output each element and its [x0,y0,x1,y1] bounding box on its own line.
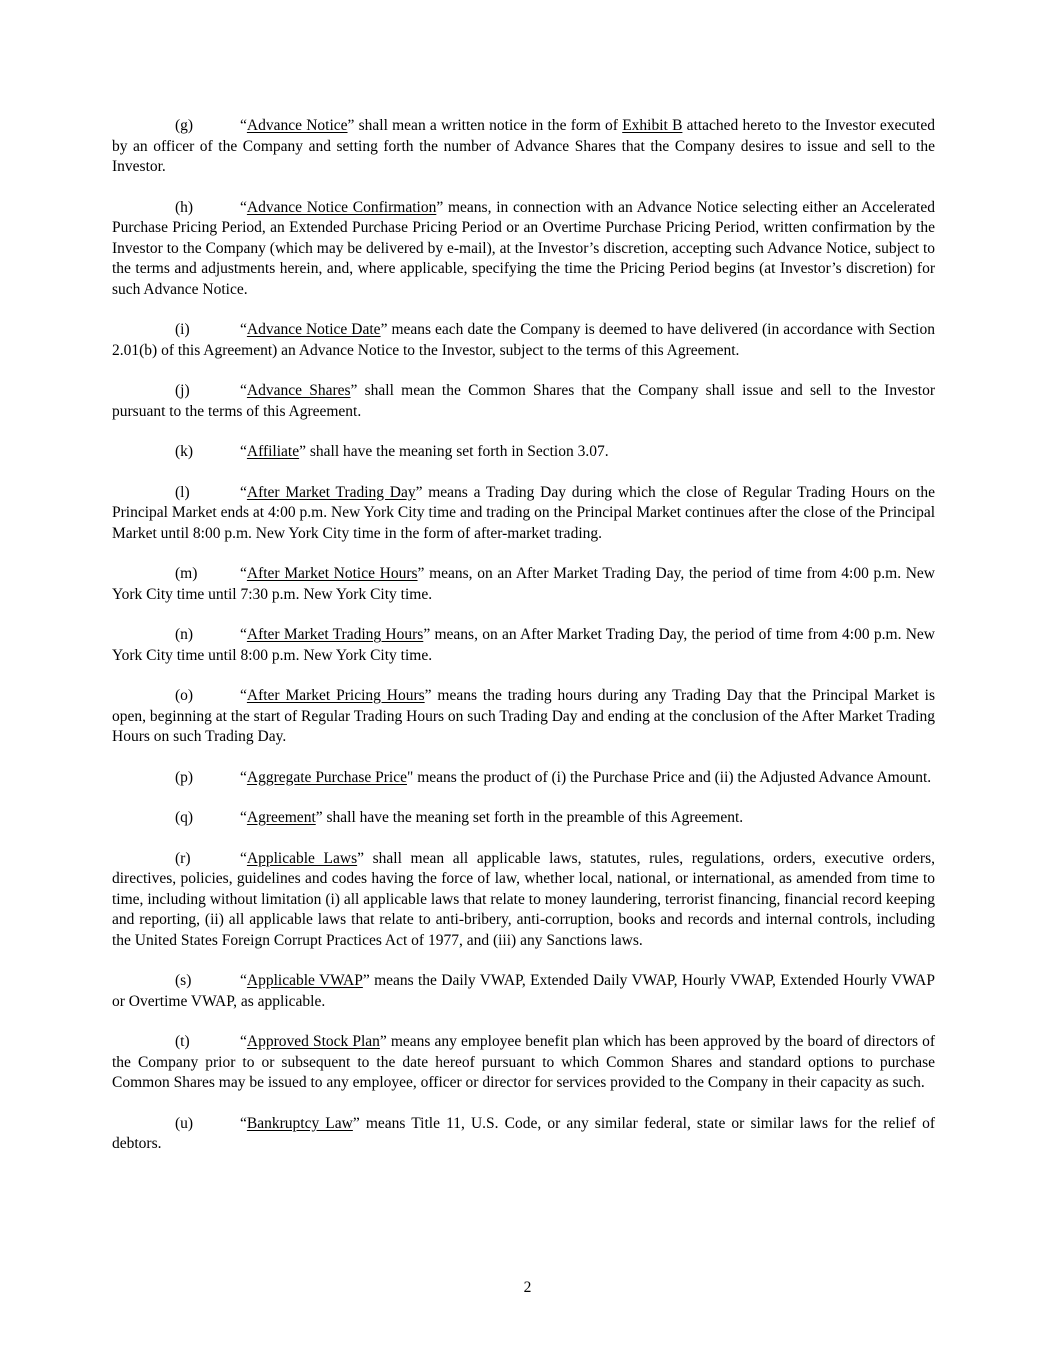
defined-term: Applicable Laws [246,849,358,867]
definition-letter: (t) [175,1033,190,1050]
defined-term: Advance Notice Confirmation [246,198,437,216]
definition-text: ” means a Trading Day during which the close of Regular Trading Hours on the Principal Market ends at 4:00 p.m. New York City time and trading on the Principal Market continues after the close of the Principal Market until 8:00 p.m. New York City time in the form of after-market trading. [112,483,935,542]
definition-paragraph [112,849,935,952]
definition-paragraph [112,808,935,829]
definition-text: ” means each date the Company is deemed to have delivered (in accordance with Section 2.01(b) of this Agreement) an Advance Notice to the Investor, subject to the terms of this Agreement. [112,321,935,359]
definition-paragraph [112,116,935,178]
definition-text: “ [240,565,247,582]
definition-paragraph [112,564,935,605]
definition-text: “ [240,382,247,399]
definition-text: " means the product of (i) the Purchase Price and (ii) the Adjusted Advance Amount. [407,768,932,786]
definition-paragraph [112,768,935,789]
definition-text: ” means the trading hours during any Trading Day that the Principal Market is open, beginning at the start of Regular Trading Hours on such Trading Day and ending at the conclusion of the After Market Trading Hours on such Trading Day. [112,687,935,745]
definition-paragraph [112,320,935,361]
defined-term: After Market Trading Hours [246,626,424,643]
definition-letter: (m) [175,565,198,582]
definition-text: ” shall have the meaning set forth in Section 3.07. [299,443,609,460]
definition-text: ” means the Daily VWAP, Extended Daily VWAP, Hourly VWAP, Extended Hourly VWAP or Overtime VWAP, as applicable. [112,972,935,1010]
definition-paragraph [112,198,935,301]
defined-term: Agreement [246,809,316,826]
definition-letter: (o) [175,687,194,704]
defined-term: Advance Notice [246,117,348,134]
defined-term: After Market Pricing Hours [246,687,425,704]
definition-text: “ [240,117,247,134]
definition-text: “ [240,483,247,501]
definition-text: “ [240,1114,247,1132]
definition-paragraph [112,971,935,1012]
definition-paragraph [112,1114,935,1155]
definition-text: “ [240,443,247,460]
definition-letter: (q) [175,809,194,826]
definition-text: attached hereto to the Investor executed by an officer of the Company and setting forth the number of Advance Shares that the Company desires to issue and sell to the Investor. [112,117,935,175]
definition-letter: (s) [175,972,192,989]
definition-text: ” means any employee benefit plan which has been approved by the board of directors of the Company prior to or subsequent to the date hereof pursuant to which Common Shares and standard options to purchase Common Shares may be issued to any employee, officer or director for services provided to the Company in their capacity as such. [112,1033,936,1091]
definition-letter: (k) [175,443,194,460]
definition-text: “ [240,972,247,989]
definition-text: ” shall have the meaning set forth in the preamble of this Agreement. [315,809,744,826]
definition-text: “ [240,321,247,338]
definition-letter: (g) [175,117,194,134]
definition-text: ” means Title 11, U.S. Code, or any similar federal, state or similar laws for the relief of debtors. [112,1114,935,1152]
defined-term: Aggregate Purchase Price [246,768,407,786]
defined-term: After Market Notice Hours [246,565,418,582]
definition-text: “ [240,1033,247,1050]
definition-letter: (n) [175,626,194,643]
definition-letter: (j) [175,382,190,399]
definition-paragraph [112,442,935,463]
page-number: 2 [523,1279,532,1296]
definition-text: “ [240,768,247,786]
defined-term: Exhibit B [622,117,683,134]
defined-term: After Market Trading Day [246,483,416,501]
definition-paragraph [112,686,935,748]
defined-term: Approved Stock Plan [246,1033,380,1050]
definition-text: “ [240,626,247,643]
definition-text: ” means, on an After Market Trading Day, the period of time from 4:00 p.m. New York City time until 7:30 p.m. New York City time. [112,565,935,603]
definition-letter: (p) [175,768,194,786]
definition-text: “ [240,687,247,704]
definition-paragraph [112,1032,935,1094]
definition-text: “ [240,198,247,216]
definition-text: ” means, on an After Market Trading Day, the period of time from 4:00 p.m. New York City time until 8:00 p.m. New York City time. [112,626,935,664]
definition-letter: (i) [175,321,190,338]
defined-term: Affiliate [246,443,300,460]
definition-paragraph [112,381,935,422]
defined-term: Advance Notice Date [246,321,381,338]
definition-paragraph [112,625,935,666]
defined-term: Bankruptcy Law [246,1114,353,1132]
definition-letter: (u) [175,1114,194,1132]
definition-letter: (l) [175,483,190,501]
definition-text: ” shall mean a written notice in the form of [347,117,623,134]
definition-text: “ [240,849,247,867]
defined-term: Advance Shares [246,382,351,399]
definition-letter: (r) [175,849,191,867]
defined-term: Applicable VWAP [246,972,363,989]
definition-text: “ [240,809,247,826]
definition-text: ” shall mean the Common Shares that the Company shall issue and sell to the Investor pursuant to the terms of this Agreement. [112,382,935,420]
definition-text: ” means, in connection with an Advance Notice selecting either an Accelerated Purchase Pricing Period, an Extended Purchase Pricing Period or an Overtime Purchase Pricing Period, written confirmation by the Investor to the Company (which may be delivered by e-mail), at the Investor’s discretion, accepting such Advance Notice, subject to the terms and adjustments herein, and, where applicable, specifying the time the Pricing Period begins (at Investor’s discretion) for such Advance Notice. [112,198,935,298]
definition-paragraph [112,483,935,545]
definitions-list [112,116,935,1175]
definition-text: ” shall mean all applicable laws, statutes, rules, regulations, orders, executive orders, directives, policies, guidelines and codes having the force of law, whether local, national, or international, as amended from time to time, including without limitation (i) all applicable laws that relate to money laundering, terrorist financing, financial record keeping and reporting, (ii) all applicable laws that relate to anti-bribery, anti-corruption, books and records and internal controls, including the United States Foreign Corrupt Practices Act of 1977, and (iii) any Sanctions laws. [112,849,935,949]
definition-letter: (h) [175,198,194,216]
